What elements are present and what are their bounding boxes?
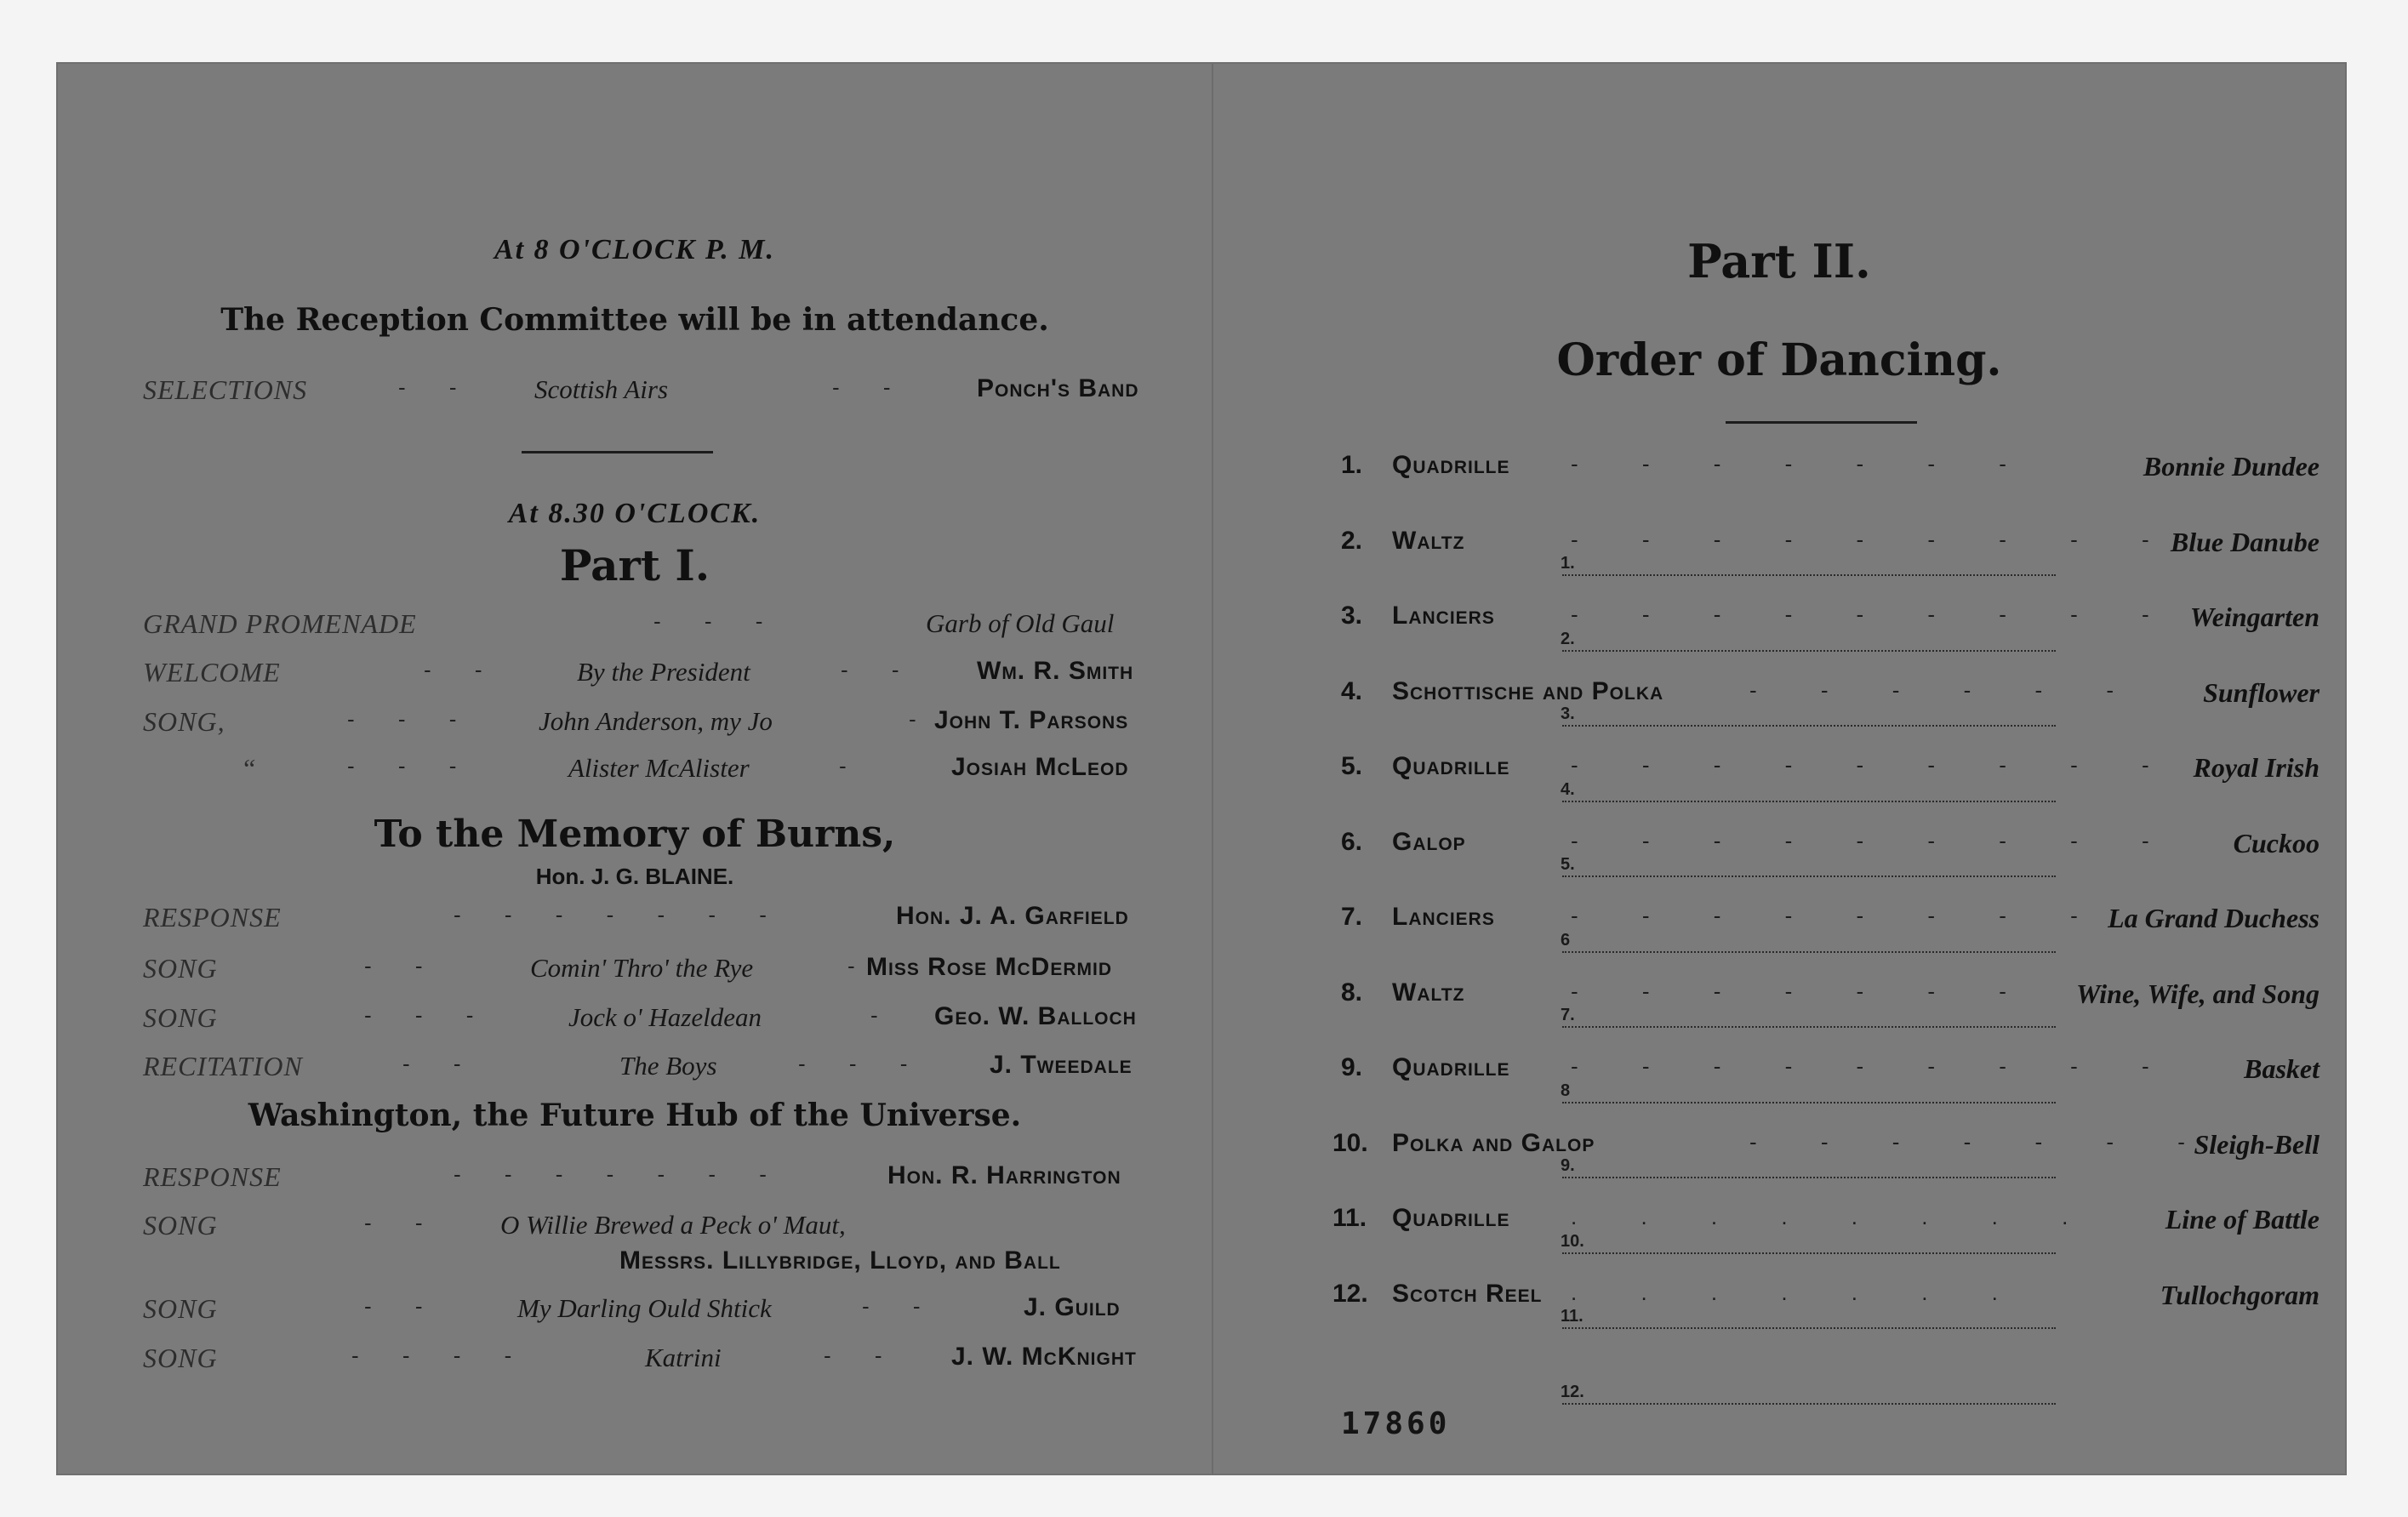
program-item-performer: Miss Rose McDermid — [866, 953, 1113, 981]
time-heading-830: At 8.30 O'CLOCK. — [508, 498, 762, 529]
leader-dashes: - - - - - - - - - — [1571, 828, 2178, 853]
engagement-number: 3. — [1561, 704, 1575, 723]
leader-dashes: - — [847, 953, 874, 978]
engagement-number: 5. — [1561, 855, 1575, 874]
toast-washington: Washington, the Future Hub of the Universe. — [248, 1098, 1022, 1133]
program-item-piece: My Darling Ould Shtick — [517, 1293, 772, 1323]
dance-row — [1341, 978, 2320, 1029]
engagement-line[interactable] — [1562, 574, 2056, 576]
dance-number: 6. — [1341, 828, 1363, 856]
leader-dashes: - - — [402, 1051, 480, 1076]
engagement-line[interactable] — [1562, 875, 2056, 877]
program-row — [143, 1051, 1181, 1093]
leader-dashes: - - — [398, 374, 476, 400]
dance-row — [1341, 752, 2320, 803]
dance-tune: Bonnie Dundee — [2143, 451, 2320, 482]
dance-tune: Weingarten — [2189, 602, 2320, 632]
dance-name: Schottische and Polka — [1392, 677, 1664, 705]
program-item-performer: J. Tweedale — [990, 1051, 1133, 1079]
program-item-piece: Jock o' Hazeldean — [568, 1002, 762, 1032]
dance-name: Lanciers — [1392, 602, 1495, 630]
program-item-label: GRAND PROMENADE — [143, 608, 417, 639]
dance-tune: Royal Irish — [2193, 752, 2320, 783]
leader-dashes: - - - - - - - — [1571, 451, 2035, 476]
program-item-piece: John Anderson, my Jo — [539, 706, 773, 736]
engagement-number: 7. — [1561, 1006, 1575, 1024]
program-item-label: SONG — [143, 1210, 218, 1240]
program-row — [143, 1293, 1181, 1336]
dance-tune: Wine, Wife, and Song — [2076, 978, 2320, 1009]
leader-dashes: - — [839, 753, 865, 778]
engagement-line[interactable] — [1562, 1252, 2056, 1254]
divider-rule — [522, 451, 713, 453]
dance-row — [1341, 828, 2320, 879]
dance-tune: Line of Battle — [2165, 1204, 2320, 1235]
program-item-label: RESPONSE — [143, 902, 282, 932]
leader-dashes: - - - - - - - - - — [1571, 527, 2178, 552]
engagement-line[interactable] — [1562, 1177, 2056, 1178]
dance-name: Quadrille — [1392, 752, 1510, 780]
dance-tune: Tullochgoram — [2160, 1280, 2320, 1310]
leader-dashes: - - - - - - - - - — [1571, 1053, 2178, 1079]
dance-number: 12. — [1332, 1280, 1368, 1308]
leader-dashes: - - — [364, 1210, 442, 1235]
engagement-number: 12. — [1561, 1383, 1584, 1401]
dance-row — [1341, 527, 2320, 578]
engagement-number: 6 — [1561, 931, 1571, 950]
program-item-performer: Messrs. Lillybridge, Lloyd, and Ball — [619, 1246, 1061, 1275]
program-row — [143, 1002, 1181, 1045]
program-row — [143, 753, 1181, 796]
program-item-piece: The Boys — [619, 1051, 717, 1081]
engagement-line[interactable] — [1562, 650, 2056, 652]
program-item-label: “ — [241, 753, 257, 784]
program-item-piece: O Willie Brewed a Peck o' Maut, — [500, 1210, 846, 1240]
program-item-label: SONG — [143, 1002, 218, 1033]
leader-dashes: - - — [841, 657, 918, 682]
program-item-performer: Geo. W. Balloch — [934, 1002, 1137, 1030]
program-item-label: RESPONSE — [143, 1161, 282, 1192]
dance-number: 8. — [1341, 978, 1363, 1007]
engagement-number: 9. — [1561, 1156, 1575, 1175]
dance-number: 11. — [1332, 1204, 1367, 1232]
right-panel — [1213, 64, 2345, 1474]
divider-rule — [1726, 421, 1917, 424]
dance-row — [1332, 1129, 2320, 1180]
order-of-dancing-title: Order of Dancing. — [1556, 334, 2002, 386]
engagement-number: 8 — [1561, 1081, 1571, 1100]
program-item-performer: Hon. J. A. Garfield — [896, 902, 1129, 930]
dance-number: 4. — [1341, 677, 1363, 705]
toast-burns: To the Memory of Burns, — [374, 813, 896, 856]
leader-dashes: - - - - - - — [1749, 677, 2143, 703]
dance-row — [1332, 1280, 2320, 1331]
dance-row — [1341, 451, 2320, 502]
program-row — [143, 902, 1181, 944]
engagement-number: 4. — [1561, 780, 1575, 799]
document-number: 17860 — [1341, 1406, 1451, 1441]
program-item-performer: Josiah McLeod — [951, 753, 1129, 781]
engagement-number: 10. — [1561, 1232, 1584, 1251]
engagement-line[interactable] — [1562, 1026, 2056, 1028]
leader-dashes: - - — [364, 953, 442, 978]
program-item-performer: J. Guild — [1024, 1293, 1121, 1321]
dance-name: Quadrille — [1392, 1053, 1510, 1081]
dance-number: 10. — [1332, 1129, 1368, 1157]
program-item-performer: Hon. R. Harrington — [887, 1161, 1121, 1189]
part-two-title: Part II. — [1687, 234, 1871, 288]
dance-tune: Basket — [2244, 1053, 2320, 1084]
program-item-label: SELECTIONS — [143, 374, 308, 405]
leader-dashes: - - — [424, 657, 501, 682]
program-item-performer: J. W. McKnight — [951, 1343, 1137, 1371]
dance-name: Galop — [1392, 828, 1466, 856]
dance-number: 7. — [1341, 903, 1363, 931]
left-panel — [58, 64, 1212, 1474]
engagement-number: 2. — [1561, 630, 1575, 648]
dance-name: Quadrille — [1392, 1204, 1510, 1232]
program-item-piece: Katrini — [645, 1343, 722, 1372]
leader-dashes: - - - - - - - - — [1571, 903, 2107, 928]
time-heading-8pm: At 8 O'CLOCK P. M. — [494, 234, 776, 265]
leader-dashes: . . . . . . . — [1571, 1280, 2027, 1305]
leader-dashes: - - — [832, 374, 910, 400]
part-one-title: Part I. — [559, 540, 710, 590]
program-row — [143, 1343, 1181, 1385]
program-row — [143, 608, 1181, 651]
program-item-piece: Scottish Airs — [534, 374, 669, 404]
dance-number: 3. — [1341, 602, 1363, 630]
leader-dashes: - - - — [798, 1051, 927, 1076]
engagement-line[interactable] — [1562, 725, 2056, 727]
dance-row — [1341, 903, 2320, 954]
dance-tune: Sunflower — [2203, 677, 2320, 708]
engagement-number: 11. — [1561, 1307, 1583, 1326]
leader-dashes: - - - - - - - - - — [1571, 602, 2178, 627]
dance-number: 9. — [1341, 1053, 1363, 1081]
program-item-label: WELCOME — [143, 657, 281, 687]
dance-row — [1332, 1204, 2320, 1255]
leader-dashes: - - - - - - - — [454, 902, 785, 927]
engagement-number: 1. — [1561, 554, 1575, 573]
leader-dashes: - — [909, 706, 935, 732]
dance-tune: Sleigh-Bell — [2194, 1129, 2320, 1160]
dance-name: Waltz — [1392, 978, 1465, 1007]
program-row — [143, 1246, 1181, 1289]
engagement-line[interactable] — [1562, 1327, 2056, 1329]
leader-dashes: - - - - - - - — [454, 1161, 785, 1187]
leader-dashes: - - — [862, 1293, 939, 1319]
leader-dashes: - - - — [347, 753, 476, 778]
dance-number: 2. — [1341, 527, 1363, 555]
dance-tune: La Grand Duchess — [2108, 903, 2320, 933]
dance-row — [1341, 1053, 2320, 1104]
program-item-label: SONG — [143, 1293, 218, 1324]
program-item-piece: Alister McAlister — [568, 753, 750, 783]
dance-name: Polka and Galop — [1392, 1129, 1595, 1157]
program-card — [58, 64, 2345, 1474]
engagement-line[interactable] — [1562, 1403, 2056, 1405]
program-item-label: SONG — [143, 1343, 218, 1373]
program-item-piece: By the President — [577, 657, 750, 687]
leader-dashes: - - — [364, 1293, 442, 1319]
program-item-performer: Ponch's Band — [977, 374, 1139, 402]
dance-name: Scotch Reel — [1392, 1280, 1543, 1308]
program-item-label: SONG — [143, 953, 218, 984]
program-item-performer: Wm. R. Smith — [977, 657, 1134, 685]
program-item-label: RECITATION — [143, 1051, 303, 1081]
leader-dashes: - - - — [347, 706, 476, 732]
dance-name: Lanciers — [1392, 903, 1495, 931]
dance-tune: Blue Danube — [2170, 527, 2320, 557]
dance-name: Waltz — [1392, 527, 1465, 555]
leader-dashes: - - - — [364, 1002, 493, 1028]
dance-row — [1341, 677, 2320, 728]
program-item-label: SONG, — [143, 706, 225, 737]
leader-dashes: - - - - - - - - - — [1571, 752, 2178, 778]
program-row — [143, 657, 1181, 699]
engagement-line[interactable] — [1562, 1102, 2056, 1104]
engagement-line[interactable] — [1562, 801, 2056, 802]
program-item-piece: Comin' Thro' the Rye — [530, 953, 754, 983]
engagement-line[interactable] — [1562, 951, 2056, 953]
toast-burns-speaker: Hon. J. G. BLAINE. — [535, 864, 734, 889]
program-row — [143, 953, 1181, 995]
leader-dashes: - - - - - - - — [1571, 978, 2035, 1004]
dance-number: 1. — [1341, 451, 1363, 479]
selections-row — [143, 374, 1181, 417]
leader-dashes: - - - - — [351, 1343, 531, 1368]
dance-name: Quadrille — [1392, 451, 1510, 479]
leader-dashes: - - — [824, 1343, 901, 1368]
dance-tune: Cuckoo — [2233, 828, 2320, 858]
leader-dashes: - - - - - - - — [1749, 1129, 2214, 1155]
program-item-performer: John T. Parsons — [934, 706, 1129, 734]
leader-dashes: . . . . . . . . — [1571, 1204, 2097, 1229]
program-item-piece: Garb of Old Gaul — [926, 608, 1115, 638]
committee-notice: The Reception Committee will be in attendance. — [220, 302, 1049, 338]
leader-dashes: - - - — [653, 608, 782, 634]
leader-dashes: - — [870, 1002, 897, 1028]
program-row — [143, 1161, 1181, 1204]
program-row — [143, 706, 1181, 749]
dance-row — [1341, 602, 2320, 653]
dance-number: 5. — [1341, 752, 1363, 780]
